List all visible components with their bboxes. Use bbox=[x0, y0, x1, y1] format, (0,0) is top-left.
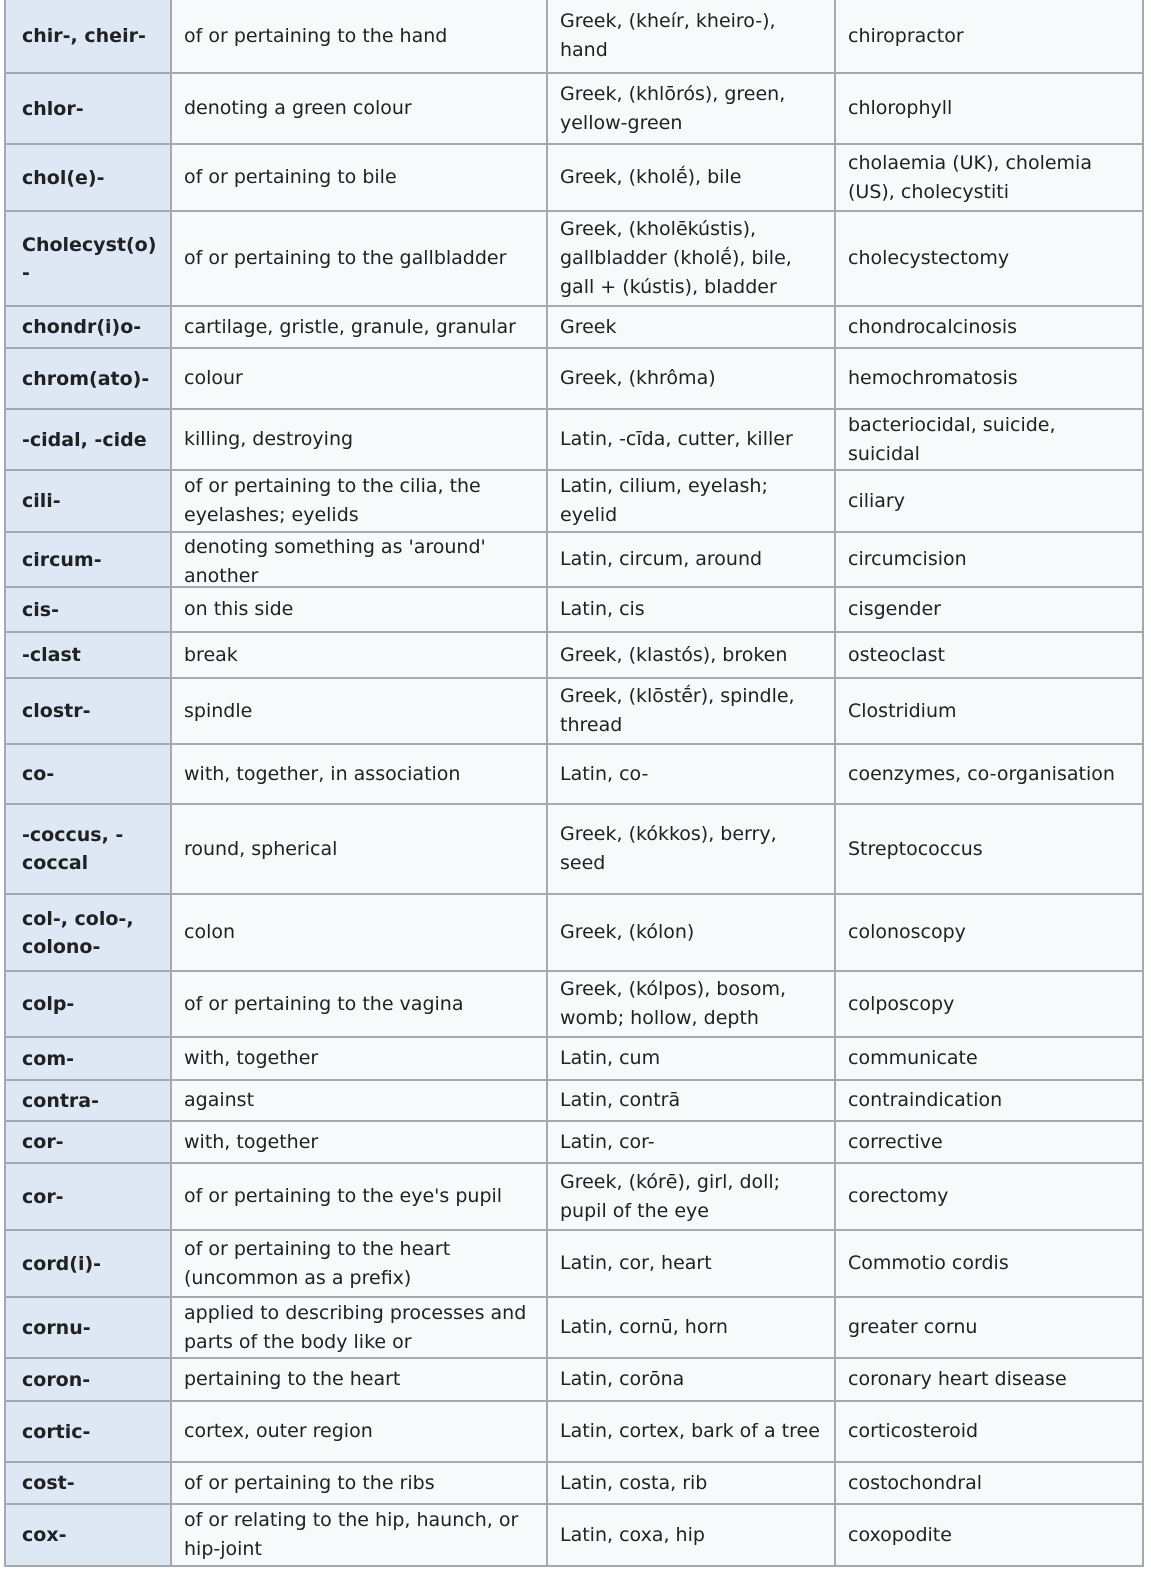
meaning-cell bbox=[171, 1504, 547, 1566]
table-row bbox=[5, 211, 1143, 306]
origin-cell bbox=[547, 211, 835, 306]
origin-cell bbox=[547, 1080, 835, 1121]
prefix-cell bbox=[5, 0, 171, 73]
meaning-cell-text: of or pertaining to the cilia, the eyelashes; eyelids bbox=[184, 475, 481, 526]
meaning-cell-text: of or relating to the hip, haunch, or hip-joint bbox=[184, 1509, 519, 1560]
example-cell-text: coxopodite bbox=[848, 1523, 952, 1546]
example-cell bbox=[835, 678, 1143, 744]
prefix-cell-text: circum- bbox=[22, 548, 102, 571]
origin-cell bbox=[547, 470, 835, 532]
prefix-cell-text: contra- bbox=[22, 1089, 100, 1112]
prefix-cell-text: coron- bbox=[22, 1368, 91, 1391]
example-cell-text: chlorophyll bbox=[848, 97, 953, 119]
prefix-cell bbox=[5, 1230, 171, 1297]
table-row bbox=[5, 1037, 1143, 1080]
origin-cell bbox=[547, 804, 835, 894]
origin-cell-text: Greek, (khrôma) bbox=[560, 367, 716, 389]
prefix-cell bbox=[5, 409, 171, 470]
example-cell bbox=[835, 1504, 1143, 1566]
table-row bbox=[5, 1504, 1143, 1566]
prefix-cell bbox=[5, 306, 171, 348]
prefix-cell-text: clostr- bbox=[22, 700, 91, 722]
example-cell-text: cisgender bbox=[848, 598, 941, 620]
example-cell bbox=[835, 1080, 1143, 1121]
meaning-cell-text: with, together bbox=[184, 1130, 319, 1153]
prefix-cell bbox=[5, 894, 171, 971]
origin-cell bbox=[547, 144, 835, 211]
meaning-cell-text: with, together, in association bbox=[184, 762, 461, 785]
prefix-cell bbox=[5, 1121, 171, 1163]
example-cell bbox=[835, 1121, 1143, 1163]
example-cell bbox=[835, 211, 1143, 306]
prefix-cell-text: cornu- bbox=[22, 1316, 91, 1339]
example-cell-text: cholaemia (UK), cholemia (US), cholecystiti bbox=[848, 151, 1092, 203]
origin-cell-text: Latin, contrā bbox=[560, 1089, 681, 1111]
meaning-cell-text: killing, destroying bbox=[184, 428, 354, 450]
table-row bbox=[5, 306, 1143, 348]
meaning-cell-text: break bbox=[184, 643, 238, 666]
meaning-cell bbox=[171, 73, 547, 144]
prefix-cell bbox=[5, 470, 171, 532]
meaning-cell-text: cortex, outer region bbox=[184, 1420, 373, 1442]
table-row bbox=[5, 144, 1143, 211]
table-row bbox=[5, 1230, 1143, 1297]
meaning-cell-text: round, spherical bbox=[184, 837, 338, 860]
table-row bbox=[5, 1297, 1143, 1358]
example-cell-text: contraindication bbox=[848, 1089, 1003, 1111]
meaning-cell-text: on this side bbox=[184, 598, 294, 620]
prefix-cell-text: co- bbox=[22, 763, 55, 785]
table-row bbox=[5, 1163, 1143, 1230]
example-cell bbox=[835, 470, 1143, 532]
meaning-cell bbox=[171, 409, 547, 470]
meaning-cell bbox=[171, 532, 547, 587]
origin-cell-text: Latin, cornū, horn bbox=[560, 1316, 728, 1338]
example-cell bbox=[835, 409, 1143, 470]
meaning-cell-text: of or pertaining to the gallbladder bbox=[184, 247, 507, 269]
example-cell bbox=[835, 1297, 1143, 1358]
example-cell bbox=[835, 744, 1143, 804]
example-cell-text: corticosteroid bbox=[848, 1420, 979, 1442]
meaning-cell bbox=[171, 1401, 547, 1462]
meaning-cell-text: colour bbox=[184, 367, 243, 389]
table-row bbox=[5, 73, 1143, 144]
prefix-cell-text: cor- bbox=[22, 1185, 64, 1208]
table-row bbox=[5, 1462, 1143, 1504]
origin-cell bbox=[547, 894, 835, 971]
origin-cell-text: Greek, (kholēkústis), gallbladder (kholḗ), bile, gall + (kústis), bladder bbox=[560, 218, 792, 298]
prefix-cell bbox=[5, 1163, 171, 1230]
prefix-cell-text: com- bbox=[22, 1047, 74, 1070]
table-row bbox=[5, 804, 1143, 894]
origin-cell bbox=[547, 1504, 835, 1566]
example-cell-text: bacteriocidal, suicide, suicidal bbox=[848, 413, 1056, 465]
meaning-cell-text: denoting a green colour bbox=[184, 97, 412, 119]
example-cell bbox=[835, 73, 1143, 144]
meaning-cell-text: with, together bbox=[184, 1047, 319, 1069]
meaning-cell bbox=[171, 1297, 547, 1358]
table-row bbox=[5, 971, 1143, 1037]
example-cell-text: coenzymes, co-organisation bbox=[848, 762, 1115, 785]
table-row bbox=[5, 409, 1143, 470]
origin-cell bbox=[547, 744, 835, 804]
example-cell-text: Commotio cordis bbox=[848, 1252, 1009, 1274]
prefix-cell bbox=[5, 587, 171, 632]
origin-cell bbox=[547, 0, 835, 73]
meaning-cell bbox=[171, 587, 547, 632]
example-cell-text: corectomy bbox=[848, 1185, 949, 1207]
prefix-cell-text: chrom(ato)- bbox=[22, 367, 150, 390]
origin-cell-text: Latin, corōna bbox=[560, 1368, 685, 1390]
origin-cell-text: Greek bbox=[560, 315, 617, 338]
example-cell-text: colonoscopy bbox=[848, 921, 966, 943]
prefix-cell bbox=[5, 971, 171, 1037]
meaning-cell-text: pertaining to the heart bbox=[184, 1368, 401, 1390]
meaning-cell-text: of or pertaining to the vagina bbox=[184, 992, 464, 1015]
prefix-cell bbox=[5, 144, 171, 211]
origin-cell-text: Latin, circum, around bbox=[560, 548, 763, 570]
origin-cell bbox=[547, 1163, 835, 1230]
meaning-cell bbox=[171, 1358, 547, 1401]
prefix-cell bbox=[5, 1037, 171, 1080]
table-row bbox=[5, 348, 1143, 409]
meaning-cell bbox=[171, 0, 547, 73]
prefix-cell bbox=[5, 1504, 171, 1566]
example-cell-text: Clostridium bbox=[848, 699, 957, 722]
origin-cell-text: Greek, (klastós), broken bbox=[560, 643, 788, 666]
origin-cell bbox=[547, 1037, 835, 1080]
origin-cell-text: Latin, cor- bbox=[560, 1130, 655, 1153]
origin-cell-text: Latin, cis bbox=[560, 598, 645, 620]
origin-cell-text: Latin, costa, rib bbox=[560, 1471, 708, 1494]
table-row bbox=[5, 894, 1143, 971]
example-cell bbox=[835, 894, 1143, 971]
example-cell bbox=[835, 587, 1143, 632]
meaning-cell-text: of or pertaining to the heart (uncommon as a prefix) bbox=[184, 1237, 451, 1289]
example-cell-text: colposcopy bbox=[848, 992, 955, 1015]
meaning-cell bbox=[171, 894, 547, 971]
example-cell-text: corrective bbox=[848, 1130, 943, 1153]
origin-cell bbox=[547, 532, 835, 587]
prefix-cell bbox=[5, 678, 171, 744]
example-cell bbox=[835, 1358, 1143, 1401]
prefix-cell bbox=[5, 632, 171, 678]
meaning-cell-text: of or pertaining to the eye's pupil bbox=[184, 1185, 503, 1207]
example-cell-text: coronary heart disease bbox=[848, 1368, 1067, 1390]
prefix-cell-text: col-, colo-, colono- bbox=[22, 907, 134, 958]
example-cell-text: cholecystectomy bbox=[848, 247, 1010, 269]
meaning-cell-text: colon bbox=[184, 921, 236, 943]
prefix-cell-text: cost- bbox=[22, 1472, 75, 1494]
prefix-cell bbox=[5, 348, 171, 409]
origin-cell-text: Greek, (kheír, kheiro-), hand bbox=[560, 10, 776, 61]
meaning-cell bbox=[171, 1121, 547, 1163]
origin-cell-text: Latin, cor, heart bbox=[560, 1252, 712, 1274]
table-row bbox=[5, 1358, 1143, 1401]
origin-cell-text: Greek, (kórē), girl, doll; pupil of the eye bbox=[560, 1170, 781, 1222]
origin-cell bbox=[547, 1401, 835, 1462]
prefix-cell bbox=[5, 1080, 171, 1121]
example-cell bbox=[835, 1037, 1143, 1080]
prefix-cell-text: chlor- bbox=[22, 97, 84, 120]
meaning-cell bbox=[171, 1230, 547, 1297]
origin-cell bbox=[547, 1358, 835, 1401]
table-body bbox=[5, 0, 1143, 1566]
origin-cell bbox=[547, 1121, 835, 1163]
origin-cell-text: Latin, cilium, eyelash; eyelid bbox=[560, 475, 768, 526]
prefix-cell-text: -clast bbox=[22, 644, 81, 666]
prefix-cell bbox=[5, 1297, 171, 1358]
example-cell bbox=[835, 532, 1143, 587]
meaning-cell bbox=[171, 971, 547, 1037]
table-row bbox=[5, 678, 1143, 744]
origin-cell bbox=[547, 306, 835, 348]
prefix-cell-text: cortic- bbox=[22, 1420, 91, 1443]
meaning-cell bbox=[171, 470, 547, 532]
meaning-cell-text: of or pertaining to the hand bbox=[184, 24, 448, 47]
example-cell bbox=[835, 144, 1143, 211]
meaning-cell-text: of or pertaining to the ribs bbox=[184, 1471, 435, 1494]
origin-cell-text: Greek, (klōstḗr), spindle, thread bbox=[560, 685, 795, 736]
meaning-cell bbox=[171, 1462, 547, 1504]
table-row bbox=[5, 1401, 1143, 1462]
origin-cell-text: Latin, coxa, hip bbox=[560, 1523, 705, 1546]
meaning-cell-text: denoting something as 'around' another bbox=[184, 536, 486, 586]
prefix-cell-text: cor- bbox=[22, 1131, 64, 1153]
example-cell-text: greater cornu bbox=[848, 1316, 978, 1338]
origin-cell-text: Greek, (khlōrós), green, yellow-green bbox=[560, 82, 786, 134]
meaning-cell bbox=[171, 211, 547, 306]
origin-cell-text: Greek, (kókkos), berry, seed bbox=[560, 823, 777, 874]
origin-cell-text: Latin, cortex, bark of a tree bbox=[560, 1420, 820, 1442]
prefix-cell-text: cox- bbox=[22, 1524, 67, 1546]
prefix-cell bbox=[5, 744, 171, 804]
example-cell-text: ciliary bbox=[848, 489, 905, 512]
example-cell bbox=[835, 632, 1143, 678]
origin-cell-text: Latin, cum bbox=[560, 1047, 661, 1069]
origin-cell bbox=[547, 678, 835, 744]
table-row bbox=[5, 1121, 1143, 1163]
meaning-cell bbox=[171, 1080, 547, 1121]
origin-cell bbox=[547, 73, 835, 144]
meaning-cell-text: cartilage, gristle, granule, granular bbox=[184, 315, 516, 338]
origin-cell-text: Greek, (kholḗ), bile bbox=[560, 166, 742, 188]
meaning-cell bbox=[171, 1163, 547, 1230]
meaning-cell bbox=[171, 1037, 547, 1080]
prefix-cell-text: chir-, cheir- bbox=[22, 25, 146, 47]
meaning-cell bbox=[171, 804, 547, 894]
origin-cell bbox=[547, 1462, 835, 1504]
origin-cell-text: Latin, -cīda, cutter, killer bbox=[560, 428, 793, 450]
origin-cell bbox=[547, 632, 835, 678]
meaning-cell bbox=[171, 632, 547, 678]
prefix-cell-text: -cidal, -cide bbox=[22, 428, 147, 451]
prefix-cell-text: chondr(i)o- bbox=[22, 316, 142, 338]
example-cell bbox=[835, 306, 1143, 348]
table-row bbox=[5, 632, 1143, 678]
example-cell bbox=[835, 348, 1143, 409]
prefix-cell-text: cord(i)- bbox=[22, 1252, 102, 1275]
origin-cell bbox=[547, 348, 835, 409]
meaning-cell-text: of or pertaining to bile bbox=[184, 166, 397, 188]
origin-cell bbox=[547, 409, 835, 470]
example-cell bbox=[835, 1462, 1143, 1504]
meaning-cell-text: applied to describing processes and parts of the body like or bbox=[184, 1301, 527, 1353]
example-cell bbox=[835, 1401, 1143, 1462]
prefix-cell bbox=[5, 532, 171, 587]
medical-prefix-table bbox=[4, 0, 1144, 1567]
example-cell-text: circumcision bbox=[848, 548, 967, 570]
prefix-cell bbox=[5, 1401, 171, 1462]
example-cell bbox=[835, 1230, 1143, 1297]
table-row bbox=[5, 470, 1143, 532]
example-cell bbox=[835, 1163, 1143, 1230]
prefix-cell-text: colp- bbox=[22, 993, 75, 1015]
example-cell bbox=[835, 0, 1143, 73]
meaning-cell-text: against bbox=[184, 1089, 255, 1111]
table-row bbox=[5, 1080, 1143, 1121]
prefix-cell-text: cis- bbox=[22, 598, 59, 621]
meaning-cell-text: spindle bbox=[184, 699, 253, 722]
meaning-cell bbox=[171, 678, 547, 744]
origin-cell-text: Greek, (kólpos), bosom, womb; hollow, depth bbox=[560, 978, 787, 1029]
origin-cell bbox=[547, 1230, 835, 1297]
example-cell-text: osteoclast bbox=[848, 643, 946, 666]
table-row bbox=[5, 532, 1143, 587]
meaning-cell bbox=[171, 144, 547, 211]
prefix-cell-text: -coccus, -coccal bbox=[22, 824, 124, 874]
prefix-cell bbox=[5, 804, 171, 894]
example-cell-text: costochondral bbox=[848, 1471, 982, 1494]
prefix-cell bbox=[5, 1358, 171, 1401]
prefix-cell bbox=[5, 73, 171, 144]
table-row bbox=[5, 0, 1143, 73]
prefix-cell-text: cili- bbox=[22, 490, 61, 512]
example-cell bbox=[835, 804, 1143, 894]
meaning-cell bbox=[171, 306, 547, 348]
origin-cell-text: Latin, co- bbox=[560, 762, 649, 785]
prefix-cell bbox=[5, 1462, 171, 1504]
example-cell-text: hemochromatosis bbox=[848, 367, 1018, 389]
meaning-cell bbox=[171, 744, 547, 804]
example-cell-text: communicate bbox=[848, 1047, 978, 1069]
origin-cell-text: Greek, (kólon) bbox=[560, 921, 695, 943]
origin-cell bbox=[547, 971, 835, 1037]
example-cell-text: chondrocalcinosis bbox=[848, 315, 1018, 338]
origin-cell bbox=[547, 1297, 835, 1358]
table-row bbox=[5, 587, 1143, 632]
meaning-cell bbox=[171, 348, 547, 409]
example-cell-text: chiropractor bbox=[848, 24, 964, 47]
prefix-cell bbox=[5, 211, 171, 306]
prefix-cell-text: chol(e)- bbox=[22, 166, 105, 189]
example-cell bbox=[835, 971, 1143, 1037]
example-cell-text: Streptococcus bbox=[848, 837, 983, 860]
table-row bbox=[5, 744, 1143, 804]
origin-cell bbox=[547, 587, 835, 632]
prefix-cell-text: Cholecyst(o)- bbox=[22, 233, 157, 284]
